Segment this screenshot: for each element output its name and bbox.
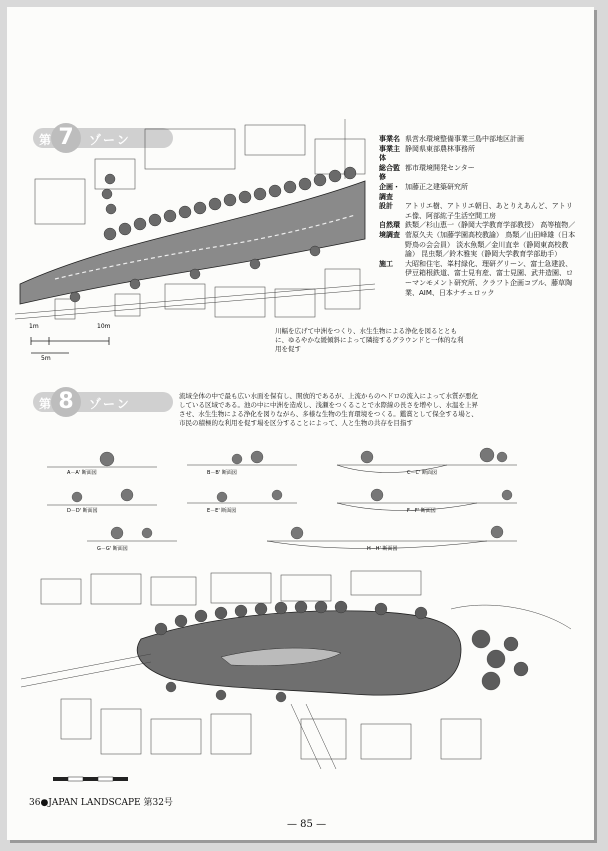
scale-label-10m: 10m — [97, 323, 111, 330]
credit-row — [379, 260, 579, 298]
credit-row — [379, 221, 579, 259]
credit-label: 施工 — [379, 259, 393, 268]
credit-value: 鉄類／杉山恵一（静岡大学教育学部教授） 高等植物／菅原久夫（加藤学園高校教諭） 鳥類／山田峰雄（日本野鳥の会会員） 淡水魚類／金川直幸（静岡東高校教諭） 昆虫類／鈴木雅実（静岡大学教育学部助手） — [405, 221, 576, 259]
project-credits — [379, 135, 579, 298]
zone7-prefix: 第 — [39, 133, 52, 147]
credit-row — [379, 202, 579, 221]
page-number: — 85 — — [287, 819, 327, 830]
credit-value: 県営水環境整備事業三島中部地区計画 — [405, 135, 524, 143]
section-label-b: B－B' 断面図 — [207, 470, 237, 476]
credit-label: 事業主体 — [379, 144, 400, 163]
document-page — [7, 7, 594, 840]
zone7-suffix: ゾーン — [89, 133, 131, 147]
credit-value: 大昭和住宅、峯村緑化、理研グリーン、富士急建設、伊豆箱根鉄道、富士見有産、富士見園、武井造園、ローマンモメント研究所、クラフト企画コブル、藤草陶業、AIM、日本ナチュロック — [405, 259, 573, 297]
zone8-scale-bar — [51, 769, 151, 789]
credit-label: 設計 — [379, 202, 393, 211]
zone8-number: 8 — [51, 387, 81, 417]
section-label-f: F－F' 断面図 — [407, 508, 436, 514]
section-label-a: A－A' 断面図 — [67, 470, 97, 476]
footer-publication: 36●JAPAN LANDSCAPE 第32号 — [29, 798, 173, 808]
credit-row — [379, 164, 579, 183]
section-drawings — [47, 437, 567, 557]
scale-label-5m: 5m — [41, 355, 51, 362]
zone8-site-plan — [21, 569, 581, 769]
credit-value: 静岡県東部農林事務所 — [405, 144, 475, 153]
credit-label: 事業名 — [379, 135, 400, 143]
credit-row — [379, 145, 579, 164]
section-label-h: H－H' 断面図 — [367, 546, 398, 552]
zone8-suffix: ゾーン — [89, 397, 131, 411]
zone8-prefix: 第 — [39, 397, 52, 411]
zone7-caption: 川幅を広げて中洲をつくり、水生生物による浄化を図るとともに、ゆるやかな緩傾斜によって隣接するグラウンドと一体的な利用を促す — [275, 327, 464, 353]
credit-label: 自然環境調査 — [379, 221, 400, 239]
zone8-description: 流域全体の中で最も広い水面を保有し、開放的であるが、上流からのヘドロの流入によって水質が悪化している区域である。池の中に中洲を造成し、浅瀬をつくることで水際線の長さを増やし、水温を上昇させ、水生生物による浄化を図りながら、多様な生物の生育環境をつくる。鑑賞として保全する場と、市民の積極的な利用を促す場を区分することによって、人と生物の共存を目指す — [179, 392, 478, 427]
zone7-site-plan — [15, 119, 375, 329]
credit-value: 加藤正之建築研究所 — [405, 182, 468, 191]
credit-value: 都市環境開発センター — [405, 163, 475, 172]
section-label-d: D－D' 断面図 — [67, 508, 98, 514]
credit-label: 総合監修 — [379, 163, 400, 182]
zone7-number: 7 — [51, 123, 81, 153]
credit-row — [379, 183, 579, 202]
credit-label: 企画・調査 — [379, 182, 400, 201]
section-label-e: E－E' 断面図 — [207, 508, 237, 514]
zone8-badge — [33, 389, 183, 415]
credit-value: アトリエ樹、アトリエ朝日、あとりえあんど、アトリエ像、阿部紘子生活空間工房 — [405, 202, 573, 220]
section-label-c: C－C' 断面図 — [407, 470, 437, 476]
credit-row — [379, 135, 579, 145]
section-label-g: G－G' 断面図 — [97, 546, 128, 552]
scale-label-1m: 1m — [29, 323, 39, 330]
